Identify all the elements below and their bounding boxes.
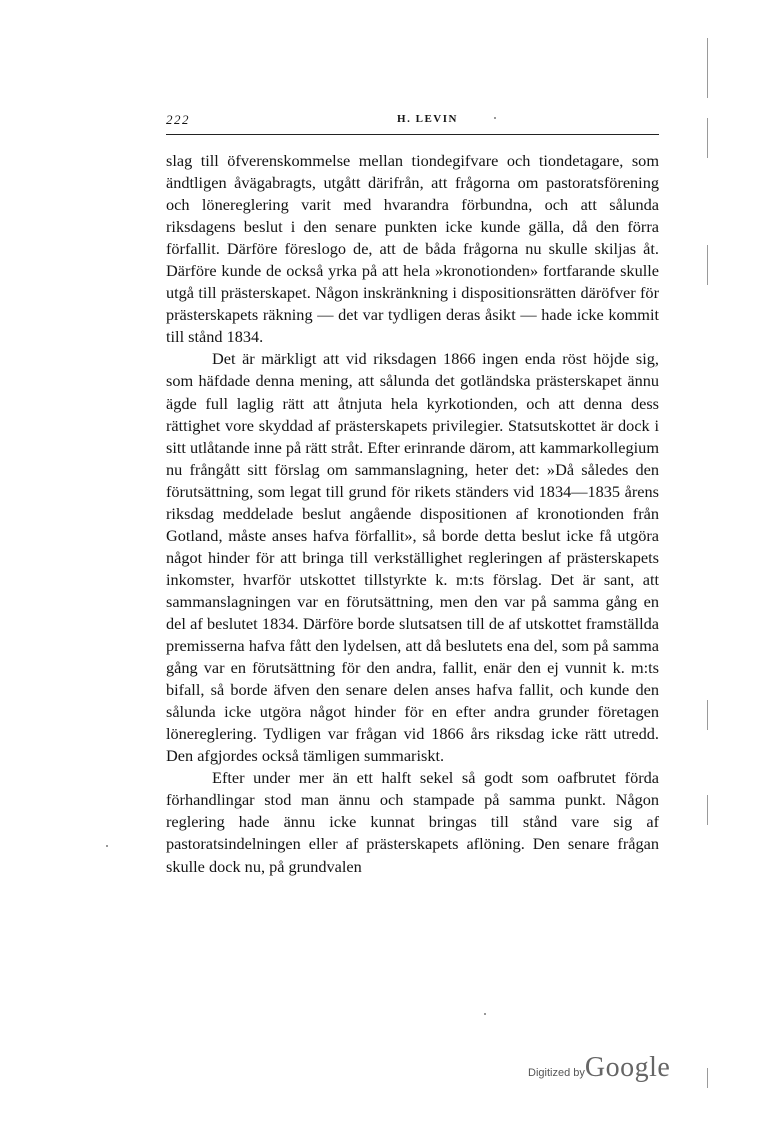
paragraph-3: Efter under mer än ett halft sekel så godt som oafbrutet förda förhandlingar stod man ännu och stampade på samma punkt. Någon reglering hade ännu icke kunnat bringas till stånd vare sig af pastoratsindelningen eller af prästerskapets aflöning. Den senare frågan skulle dock nu, på grundvalen [166, 768, 659, 876]
page-number: 222 [166, 112, 190, 127]
scan-mark [707, 245, 708, 285]
scan-mark [707, 1068, 708, 1088]
body-text [166, 150, 659, 878]
scan-mark [707, 38, 708, 98]
running-title: H. LEVIN [397, 113, 458, 125]
digitized-by-google-watermark [528, 1052, 670, 1092]
watermark-prefix: Digitized by [528, 1067, 585, 1079]
scan-mark [707, 700, 708, 730]
scan-speck [494, 117, 496, 119]
google-logo: Google [584, 1052, 671, 1083]
scan-speck [484, 1013, 486, 1015]
header-rule [166, 134, 659, 135]
scan-mark [707, 118, 708, 158]
scan-mark [707, 795, 708, 825]
scan-speck [106, 845, 108, 847]
paragraph-1: slag till öfverenskommelse mellan tiondegifvare och tiondetagare, som ändtligen åvägabragts, utgått därifrån, att frågorna om pastoratsförening och lönereglering varit med hvarandra förbundna, och att sålunda riksdagens beslut i den senare punkten icke kunde gälla, då den förra förfallit. Därföre föreslogo de, att de båda frågorna nu skulle skiljas åt. Därföre kunde de också yrka på att hela »kronotionden» fortfarande skulle utgå till prästerskapet. Någon inskränkning i dispositionsrätten däröfver för prästerskapets räkning — det var tydligen deras åsikt — hade icke kommit till stånd 1834. [166, 151, 659, 347]
running-head [166, 112, 659, 132]
paragraph-2: Det är märkligt att vid riksdagen 1866 ingen enda röst höjde sig, som häfdade denna mening, att sålunda det gotländska prästerskapet ännu ägde full laglig rätt att åtnjuta hela kyrkotionden, och att denna dess rättighet vore skyddad af prästerskapets privilegier. Statsutskottet är dock i sitt utlåtande inne på rätt stråt. Efter erinrande därom, att kammarkollegium nu frångått sitt förslag om sammanslagning, heter det: »Då således den förutsättning, som legat till grund för rikets ständers vid 1834—1835 årens riksdag meddelade beslut angående dispositionen af kronotionden från Gotland, måste anses hafva förfallit», så borde detta beslut icke få utgöra något hinder för att bringa till verkställighet regleringen af prästerskapets inkomster, hvarför utskottet tillstyrkte k. m:ts förslag. Det är sant, att sammanslagningen var en förutsättning, men den var på samma gång en del af beslutet 1834. Därföre borde slutsatsen till de af utskottet framställda premisserna hafva fått den lydelsen, att då beslutets ena del, som på samma gång var en förutsättning för den andra, fallit, enär den ej vunnit k. m:ts bifall, så borde äfven den senare delen anses hafva fallit, och kunde den sålunda icke utgöra något hinder för en efter andra grunder företagen lönereglering. Tydligen var frågan vid 1866 års riksdag icke rätt utredd. Den afgjordes också tämligen summariskt. [166, 349, 659, 766]
